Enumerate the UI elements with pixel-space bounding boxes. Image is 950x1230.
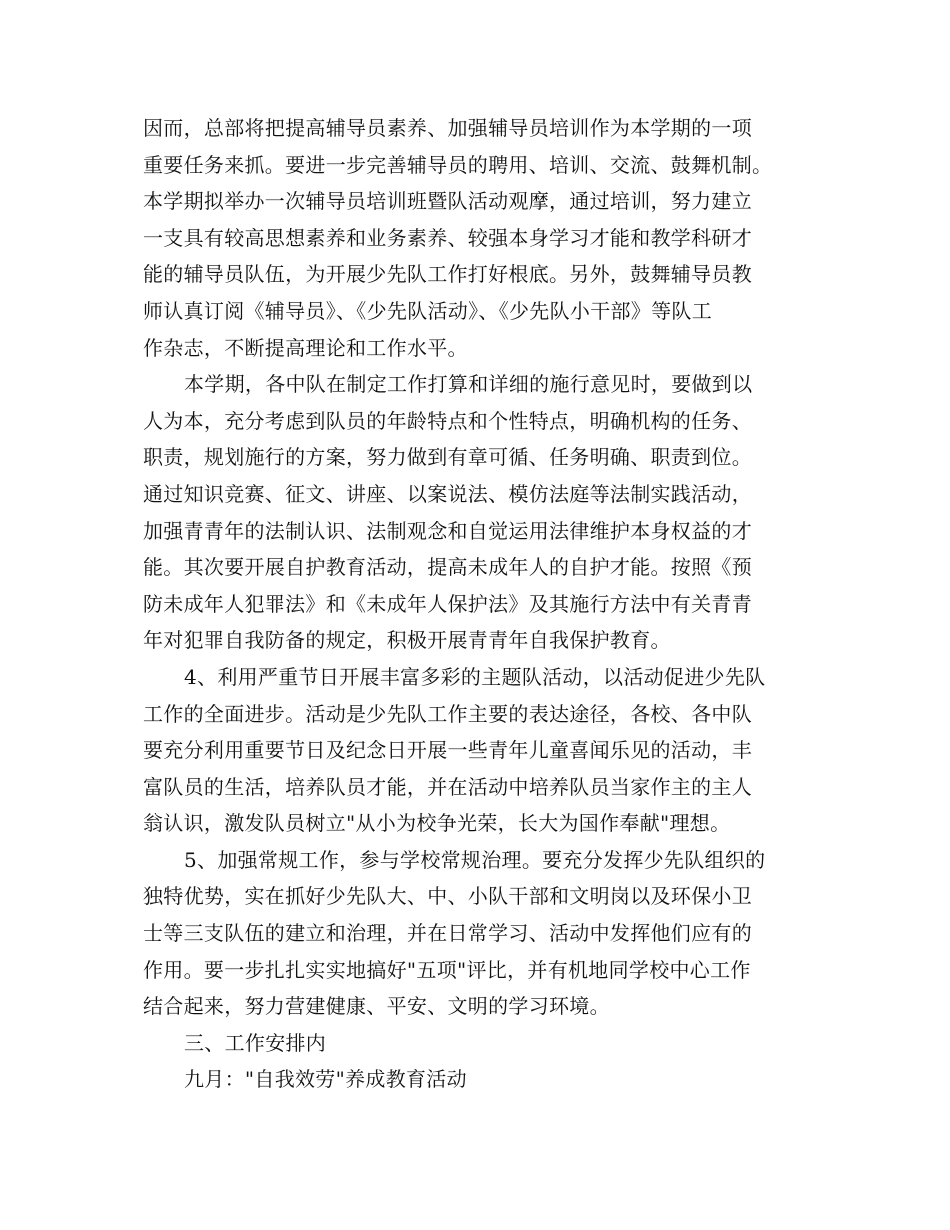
text-line: 重要任务来抓。要进一步完善辅导员的聘用、培训、交流、鼓舞机制。 <box>143 152 773 177</box>
text-line: 加强青青年的法制认识、法制观念和自觉运用法律维护本身权益的才 <box>143 518 752 543</box>
text-line: 要充分利用重要节日及纪念日开展一些青年儿童喜闻乐见的活动，丰 <box>143 738 752 763</box>
document-body <box>143 110 815 1098</box>
text-line: 通过知识竞赛、征文、讲座、以案说法、模仿法庭等法制实践活动， <box>143 481 752 506</box>
text-line: 士等三支队伍的建立和治理，并在日常学习、活动中发挥他们应有的 <box>143 921 752 946</box>
text-line: 九月："自我效劳"养成教育活动 <box>184 1067 467 1092</box>
text-line: 本学期拟举办一次辅导员培训班暨队活动观摩，通过培训，努力建立 <box>143 189 752 214</box>
text-line: 工作的全面进步。活动是少先队工作主要的表达途径，各校、各中队 <box>143 701 752 726</box>
text-line: 三、工作安排内 <box>184 1030 327 1055</box>
text-line: 结合起来，努力营建健康、平安、文明的学习环境。 <box>143 994 610 1019</box>
text-line: 作杂志，不断提高理论和工作水平。 <box>143 335 468 360</box>
text-line: 作用。要一步扎扎实实地搞好"五项"评比，并有机地同学校中心工作 <box>143 957 751 982</box>
text-line: 年对犯罪自我防备的规定，积极开展青青年自我保护教育。 <box>143 628 671 653</box>
text-line: 5、加强常规工作，参与学校常规治理。要充分发挥少先队组织的 <box>184 847 766 872</box>
text-line: 独特优势，实在抓好少先队大、中、小队干部和文明岗以及环保小卫 <box>143 884 752 909</box>
text-line: 本学期，各中队在制定工作打算和详细的施行意见时，要做到以 <box>184 372 753 397</box>
text-line: 4、利用严重节日开展丰富多彩的主题队活动，以活动促进少先队 <box>184 664 766 689</box>
text-line: 能。其次要开展自护教育活动，提高未成年人的自护才能。按照《预 <box>143 555 752 580</box>
text-line: 职责，规划施行的方案，努力做到有章可循、任务明确、职责到位。 <box>143 445 752 470</box>
text-line: 能的辅导员队伍，为开展少先队工作打好根底。另外，鼓舞辅导员教 <box>143 262 752 287</box>
text-line: 防未成年人犯罪法》和《未成年人保护法》及其施行方法中有关青青 <box>143 591 752 616</box>
text-line: 翁认识，激发队员树立"从小为校争光荣，长大为国作奉献"理想。 <box>143 811 731 836</box>
text-line: 富队员的生活，培养队员才能，并在活动中培养队员当家作主的主人 <box>143 774 752 799</box>
text-line: 人为本，充分考虑到队员的年龄特点和个性特点，明确机构的任务、 <box>143 408 752 433</box>
text-line: 师认真订阅《辅导员》、《少先队活动》、《少先队小干部》等队工 <box>143 298 712 323</box>
text-line: 因而，总部将把提高辅导员素养、加强辅导员培训作为本学期的一项 <box>143 116 752 140</box>
text-line: 一支具有较高思想素养和业务素养、较强本身学习才能和教学科研才 <box>143 225 752 250</box>
